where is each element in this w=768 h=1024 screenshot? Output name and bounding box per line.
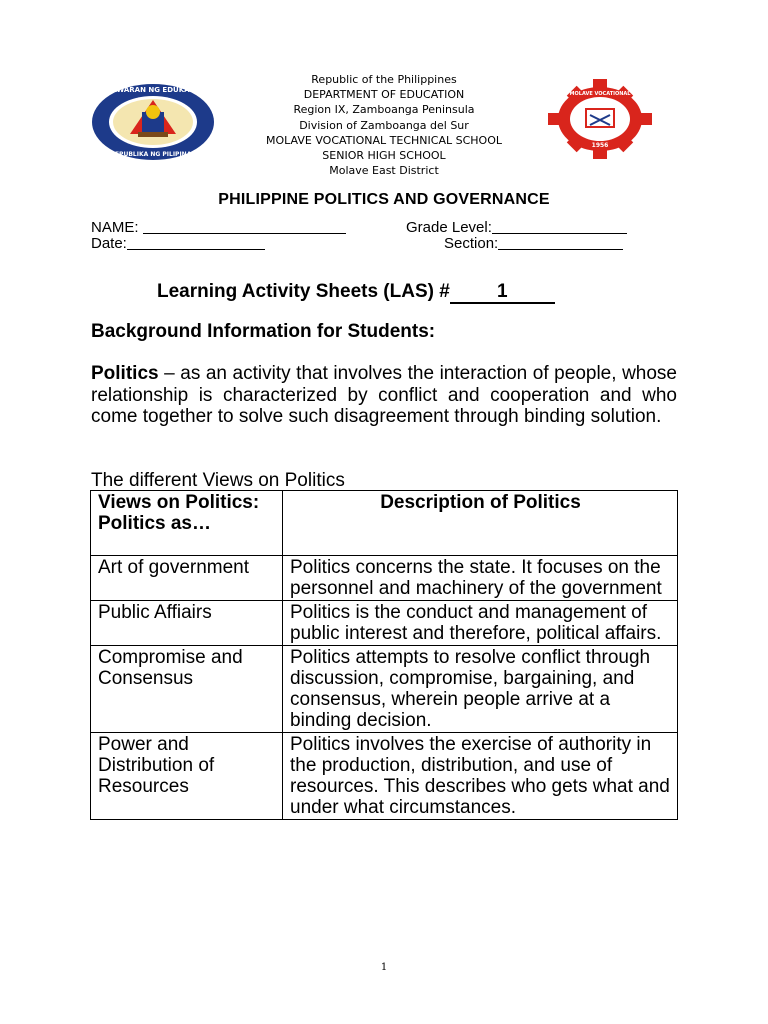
column-header-views: Views on Politics: Politics as… bbox=[91, 491, 283, 556]
description-cell: Politics is the conduct and management of public interest and therefore, political affairs. bbox=[283, 601, 678, 646]
view-cell: Public Affiairs bbox=[91, 601, 283, 646]
subject-title: PHILIPPINE POLITICS AND GOVERNANCE bbox=[218, 191, 550, 208]
header-line: Division of Zamboanga del Sur bbox=[299, 118, 469, 132]
header-line: MOLAVE VOCATIONAL TECHNICAL SCHOOL bbox=[266, 133, 502, 147]
page-number: 1 bbox=[380, 962, 388, 973]
header-line: DEPARTMENT OF EDUCATION bbox=[303, 88, 465, 102]
view-cell: Power and Distribution of Resources bbox=[91, 733, 283, 820]
description-cell: Politics involves the exercise of authority in the production, distribution, and use of resources. This describes who gets what and under what circumstances. bbox=[283, 733, 678, 820]
section-blank[interactable] bbox=[498, 236, 623, 250]
header-line: Republic of the Philippines bbox=[311, 73, 457, 86]
views-table bbox=[90, 490, 678, 820]
view-cell: Compromise and Consensus bbox=[91, 646, 283, 733]
column-header-description: Description of Politics bbox=[283, 491, 678, 556]
table-row bbox=[91, 733, 678, 820]
name-field[interactable] bbox=[91, 219, 346, 236]
svg-text:REPUBLIKA NG PILIPINAS: REPUBLIKA NG PILIPINAS bbox=[110, 151, 196, 158]
header-line: Molave East District bbox=[329, 164, 439, 178]
politics-text: – as an activity that involves the interaction of people, whose relationship is characterized by conflict and cooperation and who come together to solve such disagreement through binding solution. bbox=[91, 363, 677, 427]
las-label: Learning Activity Sheets (LAS) # bbox=[157, 281, 450, 302]
deped-seal-logo bbox=[90, 82, 216, 162]
table-row bbox=[91, 556, 678, 601]
grade-level-blank[interactable] bbox=[492, 220, 627, 234]
description-cell: Politics attempts to resolve conflict through discussion, compromise, bargaining, and consensus, wherein people arrive at a binding decision. bbox=[283, 646, 678, 733]
background-heading: Background Information for Students: bbox=[91, 321, 436, 342]
las-number: 1 bbox=[450, 282, 555, 304]
date-field[interactable] bbox=[91, 235, 265, 252]
header-line: Region IX, Zamboanga Peninsula bbox=[293, 103, 475, 117]
section-field[interactable] bbox=[444, 235, 623, 252]
table-row bbox=[91, 646, 678, 733]
table-row bbox=[91, 601, 678, 646]
view-cell: Art of government bbox=[91, 556, 283, 601]
header-line: SENIOR HIGH SCHOOL bbox=[322, 149, 446, 163]
las-heading bbox=[157, 281, 555, 304]
name-blank[interactable] bbox=[143, 220, 346, 234]
name-label: NAME: bbox=[91, 219, 139, 236]
svg-text:1956: 1956 bbox=[591, 142, 609, 149]
table-header-row bbox=[91, 491, 678, 556]
svg-text:KAGAWARAN NG EDUKASYON: KAGAWARAN NG EDUKASYON bbox=[94, 86, 212, 94]
svg-text:MOLAVE VOCATIONAL: MOLAVE VOCATIONAL bbox=[569, 91, 631, 97]
date-blank[interactable] bbox=[127, 236, 265, 250]
grade-level-label: Grade Level: bbox=[406, 219, 492, 236]
school-header bbox=[200, 72, 568, 178]
section-label: Section: bbox=[444, 235, 499, 252]
views-caption: The different Views on Politics bbox=[91, 470, 345, 491]
date-label: Date: bbox=[91, 235, 127, 252]
politics-definition bbox=[91, 363, 677, 428]
description-cell: Politics concerns the state. It focuses on the personnel and machinery of the government bbox=[283, 556, 678, 601]
politics-term: Politics bbox=[91, 363, 159, 384]
grade-level-field[interactable] bbox=[406, 219, 627, 236]
